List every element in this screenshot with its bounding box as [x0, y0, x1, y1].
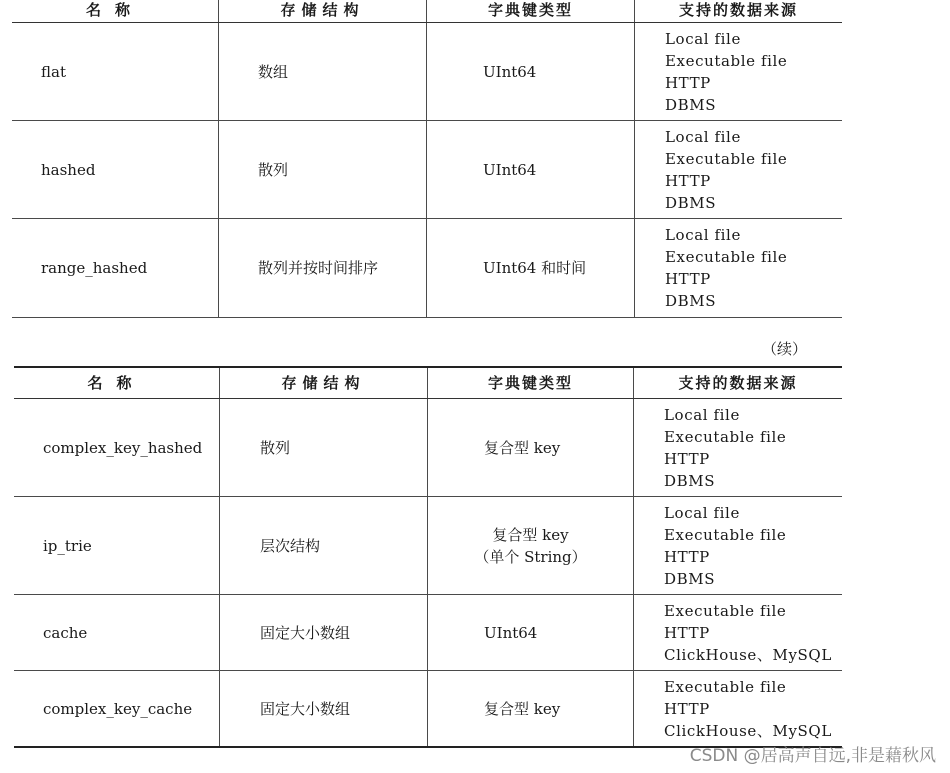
header-sources: 支持的数据来源: [634, 0, 842, 22]
header-sources: 支持的数据来源: [633, 368, 842, 398]
row-sources: [634, 121, 842, 218]
row-storage: 散列并按时间排序: [218, 219, 426, 317]
source-item: DBMS: [665, 193, 717, 212]
source-item: HTTP: [664, 623, 710, 642]
row-name: flat: [41, 62, 66, 81]
row-key-type: [427, 497, 633, 594]
table-row: [14, 497, 842, 595]
key-type-line: 复合型 key: [484, 438, 561, 457]
row-name: range_hashed: [41, 259, 148, 277]
header-key-type: 字典键类型: [427, 368, 633, 398]
header-name: 名称: [85, 0, 144, 19]
source-item: Executable file: [664, 601, 787, 620]
source-item: Executable file: [664, 677, 787, 696]
source-item: HTTP: [664, 547, 710, 566]
row-storage: 数组: [218, 23, 426, 120]
row-key-type: [427, 595, 633, 670]
row-key-type: UInt64: [426, 121, 634, 218]
continued-label: （续）: [762, 340, 808, 358]
source-item: Local file: [664, 405, 740, 424]
source-item: Executable file: [664, 525, 787, 544]
row-name: hashed: [41, 160, 96, 179]
table-header-row: [12, 0, 842, 23]
row-storage: 固定大小数组: [219, 595, 427, 670]
key-type-line: 复合型 key: [484, 699, 561, 718]
table-row: [14, 399, 842, 497]
source-item: Executable file: [664, 427, 787, 446]
table-row: [12, 23, 842, 121]
source-item: DBMS: [665, 292, 717, 310]
table-row: [12, 121, 842, 219]
row-key-type: [427, 399, 633, 496]
row-storage: 散列: [219, 399, 427, 496]
source-item: DBMS: [664, 569, 716, 588]
row-sources: [633, 497, 842, 594]
source-item: HTTP: [665, 73, 711, 92]
row-sources: [633, 595, 842, 670]
header-storage: 存储结构: [218, 0, 426, 22]
source-item: HTTP: [665, 171, 711, 190]
source-item: HTTP: [664, 699, 710, 718]
key-type-line: 复合型 key: [492, 525, 569, 544]
table-row: [14, 595, 842, 671]
row-key-type: UInt64: [426, 23, 634, 120]
source-item: Local file: [664, 503, 740, 522]
key-type-line: （单个 String）: [474, 547, 587, 566]
row-sources: [633, 399, 842, 496]
row-name: cache: [43, 623, 88, 642]
source-item: Local file: [665, 127, 741, 146]
row-key-type: UInt64 和时间: [426, 219, 634, 317]
header-storage: 存储结构: [219, 368, 427, 398]
source-item: HTTP: [665, 270, 711, 288]
source-item: DBMS: [664, 471, 716, 490]
table-row: [12, 219, 842, 318]
source-item: Executable file: [665, 149, 788, 168]
row-sources: [633, 671, 842, 746]
key-type-line: UInt64: [484, 623, 538, 642]
source-item: HTTP: [664, 449, 710, 468]
row-storage: 层次结构: [219, 497, 427, 594]
source-item: ClickHouse、MySQL: [664, 645, 832, 664]
header-name: 名称: [87, 374, 146, 392]
source-item: Local file: [665, 29, 741, 48]
header-key-type: 字典键类型: [426, 0, 634, 22]
source-item: DBMS: [665, 95, 717, 114]
source-item: ClickHouse、MySQL: [664, 721, 832, 740]
source-item: Executable file: [665, 51, 788, 70]
csdn-watermark: CSDN @居高声自远,非是藉秋风: [689, 746, 936, 766]
row-name: ip_trie: [43, 536, 92, 555]
source-item: Local file: [665, 226, 741, 244]
row-sources: [634, 23, 842, 120]
row-name: complex_key_cache: [43, 699, 193, 718]
row-storage: 散列: [218, 121, 426, 218]
row-name: complex_key_hashed: [43, 438, 203, 457]
row-sources: [634, 219, 842, 317]
row-storage: 固定大小数组: [219, 671, 427, 746]
row-key-type: [427, 671, 633, 746]
table-row: [14, 671, 842, 748]
table-header-row: [14, 368, 842, 399]
source-item: Executable file: [665, 248, 788, 266]
